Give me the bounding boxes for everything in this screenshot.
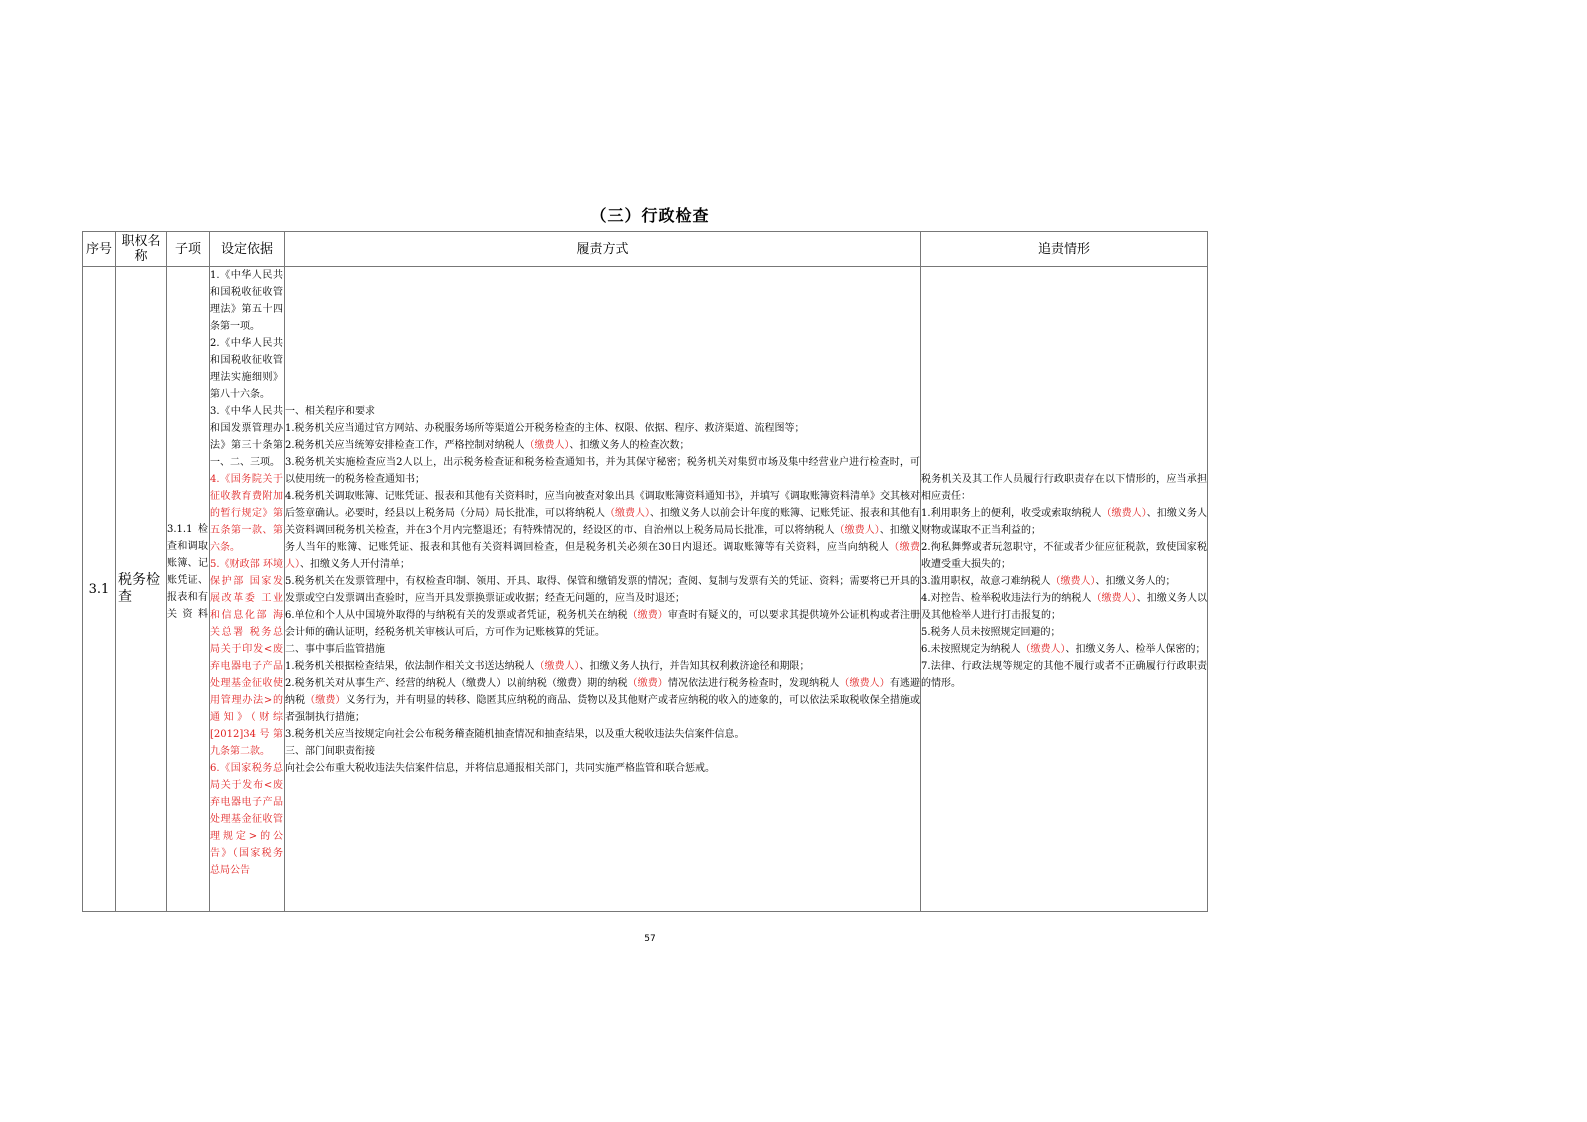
accountability-item (921, 590, 1207, 624)
legal-basis-item: 6.《国家税务总局关于发布<废弃电器电子产品处理基金征收管理规定>的公告》（国家税务总局公告 (210, 763, 283, 876)
text-segment: 义务行为，并有明显的转移、隐匿其应纳税的商品、货物以及其他财产或者应纳税的收入的迹象的，可以依法采取税收保全措施或者强制执行措施； (285, 695, 921, 723)
cell-duty-method (285, 267, 921, 912)
text-segment: 、扣缴义务人开付清单； (300, 559, 410, 570)
text-segment: 6.未按照规定为纳税人 (921, 644, 1021, 655)
text-segment: 3.税务机关实施检查应当2人以上，出示税务检查证和税务检查通知书，并为其保守秘密；税务机关对集贸市场及集中经营业户进行检查时，可以使用统一的税务检查通知书； (285, 457, 920, 485)
text-segment: 向社会公布重大税收违法失信案件信息，并将信息通报相关部门，共同实施严格监管和联合惩戒。 (285, 763, 715, 774)
text-segment: 3.滥用职权，故意刁难纳税人 (921, 576, 1051, 587)
legal-basis-item: 2.《中华人民共和国税收征收管理法实施细则》第八十六条。 (210, 338, 283, 400)
text-segment: 4.税务机关调取账簿、记账凭证、报表和其他有关资料时，应当向被查对象出具《调取账簿资料通知书》，并填写《调取账簿资料清单》交其核对后签章确认。必要时，经县以上税务局（分局）局长批准，可以将纳税人 (285, 491, 920, 519)
text-segment: 、扣缴义务人财物或谋取不正当利益的； (921, 508, 1208, 536)
highlighted-text: （缴费人） (839, 678, 890, 689)
text-segment: 有逃避纳税 (285, 678, 921, 706)
duty-method-list (285, 267, 920, 777)
highlighted-text: （缴费人） (524, 440, 570, 451)
text-segment: 5.税务机关在发票管理中，有权检查印制、领用、开具、取得、保管和缴销发票的情况；查阅、复制与发票有关的凭证、资料；需要将已开具的发票或空白发票调出查验时，应当开具发票换票证或收据；经查无问题的，应当及时退还； (285, 576, 920, 604)
text-segment: 2.税务机关对从事生产、经营的纳税人（缴费人）以前纳税（缴费）期的纳税 (285, 678, 628, 689)
accountability-list (921, 267, 1207, 692)
highlighted-text: （缴费） (305, 695, 346, 706)
accountability-item (921, 641, 1207, 658)
text-segment: 2.税务机关应当统筹安排检查工作，严格控制对纳税人 (285, 440, 525, 451)
text-segment: 1.税务机关根据检查结果，依法制作相关文书送达纳税人 (285, 661, 535, 672)
column-header-basis: 设定依据 (210, 232, 285, 267)
text-segment: 审查时有疑义的，可以要求其提供境外公证机构或者注册会计师的确认证明，经税务机关审核认可后，方可作为记账核算的凭证。 (285, 610, 921, 638)
column-header-accountability: 追责情形 (921, 232, 1208, 267)
text-segment: 4.对控告、检举税收违法行为的纳税人 (921, 593, 1092, 604)
cell-power-name: 税务检查 (116, 267, 167, 912)
column-header-sub: 子项 (167, 232, 210, 267)
table-row (83, 267, 1208, 912)
accountability-item (921, 471, 1207, 505)
duty-method-item (285, 403, 920, 420)
accountability-item (921, 573, 1207, 590)
cell-seq: 3.1 (83, 267, 116, 912)
accountability-item (921, 539, 1207, 573)
duty-method-item (285, 573, 920, 607)
accountability-item (921, 658, 1207, 692)
duty-table (82, 231, 1208, 912)
duty-method-item (285, 454, 920, 488)
text-segment: 2.徇私舞弊或者玩忽职守，不征或者少征应征税款，致使国家税收遭受重大损失的； (921, 542, 1207, 570)
highlighted-text: （缴费人） (605, 508, 650, 519)
text-segment: 1.利用职务上的便利，收受或索取纳税人 (921, 508, 1102, 519)
column-header-seq: 序号 (83, 232, 116, 267)
text-segment: 5.税务人员未按照规定回避的； (921, 627, 1061, 638)
sub-item-text: 3.1.1 检查和调取账簿、记账凭证、报表和有关资料 (167, 524, 208, 620)
highlighted-text: （缴费人） (285, 542, 920, 570)
text-segment: 3.税务机关应当按规定向社会公布税务稽查随机抽查情况和抽查结果，以及重大税收违法失信案件信息。 (285, 729, 745, 740)
highlighted-text: （缴费人） (1101, 508, 1147, 519)
highlighted-text: （缴费人） (1050, 576, 1096, 587)
text-segment: 、扣缴义务人以前会计年度的账簿、记账凭证、报表和其他有关资料调回税务机关检查，并在3个月内完整退还；有特殊情况的，经设区的市、自治州以上税务局局长批准，可以将纳税人 (285, 508, 920, 536)
duty-method-item (285, 760, 920, 777)
legal-basis-item: 3.《中华人民共和国发票管理办法》第三十条第一、二、三项。 (210, 406, 283, 468)
text-segment: 三、部门间职责衔接 (285, 746, 375, 757)
text-segment: 一、相关程序和要求 (285, 406, 375, 417)
text-segment: 1.税务机关应当通过官方网站、办税服务场所等渠道公开税务检查的主体、权限、依据、程序、救济渠道、流程图等； (285, 423, 805, 434)
text-segment: 、扣缴义务人的检查次数； (569, 440, 690, 451)
cell-legal-basis (210, 267, 285, 912)
column-header-name: 职权名称 (116, 232, 167, 267)
table-header-row (83, 232, 1208, 267)
legal-basis-item: 1.《中华人民共和国税收征收管理法》第五十四条第一项。 (210, 270, 283, 332)
text-segment: 、扣缴义务人以及其他检举人进行打击报复的； (921, 593, 1208, 621)
column-header-duty: 履责方式 (285, 232, 921, 267)
legal-basis-list (210, 267, 284, 911)
accountability-item (921, 505, 1207, 539)
accountability-item (921, 624, 1207, 641)
duty-method-item (285, 437, 920, 454)
text-segment: 税务机关及其工作人员履行行政职责存在以下情形的，应当承担相应责任： (921, 474, 1207, 502)
duty-method-item (285, 743, 920, 760)
text-segment: 、扣缴义务人当年的账簿、记账凭证、报表和其他有关资料调回检查，但是税务机关必须在30日内退还。调取账簿等有关资料，应当向纳税人 (285, 525, 921, 553)
text-segment: 情况依法进行税务检查时，发现纳税人 (667, 678, 840, 689)
duty-method-item (285, 420, 920, 437)
text-segment: 、扣缴义务人执行，并告知其权利救济途径和期限； (579, 661, 810, 672)
text-segment: 7.法律、行政法规等规定的其他不履行或者不正确履行行政职责的情形。 (921, 661, 1207, 689)
duty-method-item (285, 726, 920, 743)
cell-sub-item (167, 267, 210, 912)
cell-accountability (921, 267, 1208, 912)
highlighted-text: （缴费人） (534, 661, 580, 672)
legal-basis-item: 5.《财政部 环境保护部 国家发展改革委 工业和信息化部 海关总署 税务总局关于印发<废弃电器电子产品处理基金征收使用管理办法>的通知》（财综[2012]34号第九条第二款。 (210, 559, 283, 757)
page-number: 57 (644, 934, 656, 944)
duty-method-item (285, 641, 920, 658)
text-segment: 、扣缴义务人的； (1095, 576, 1176, 587)
duty-method-item (285, 488, 920, 573)
page-title: （三）行政检查 (590, 206, 710, 225)
highlighted-text: （缴费） (627, 678, 668, 689)
highlighted-text: （缴费人） (834, 525, 880, 536)
duty-method-item (285, 607, 920, 641)
text-segment: 6.单位和个人从中国境外取得的与纳税有关的发票或者凭证，税务机关在纳税 (285, 610, 628, 621)
highlighted-text: （缴费人） (1091, 593, 1137, 604)
text-segment: 二、事中事后监管措施 (285, 644, 385, 655)
legal-basis-item: 4.《国务院关于征收教育费附加的暂行规定》第五条第一款、第六条。 (210, 474, 283, 553)
highlighted-text: （缴费人） (1020, 644, 1066, 655)
text-segment: 、扣缴义务人、检举人保密的； (1065, 644, 1206, 655)
duty-method-item (285, 675, 920, 726)
highlighted-text: （缴费） (627, 610, 668, 621)
duty-method-item (285, 658, 920, 675)
